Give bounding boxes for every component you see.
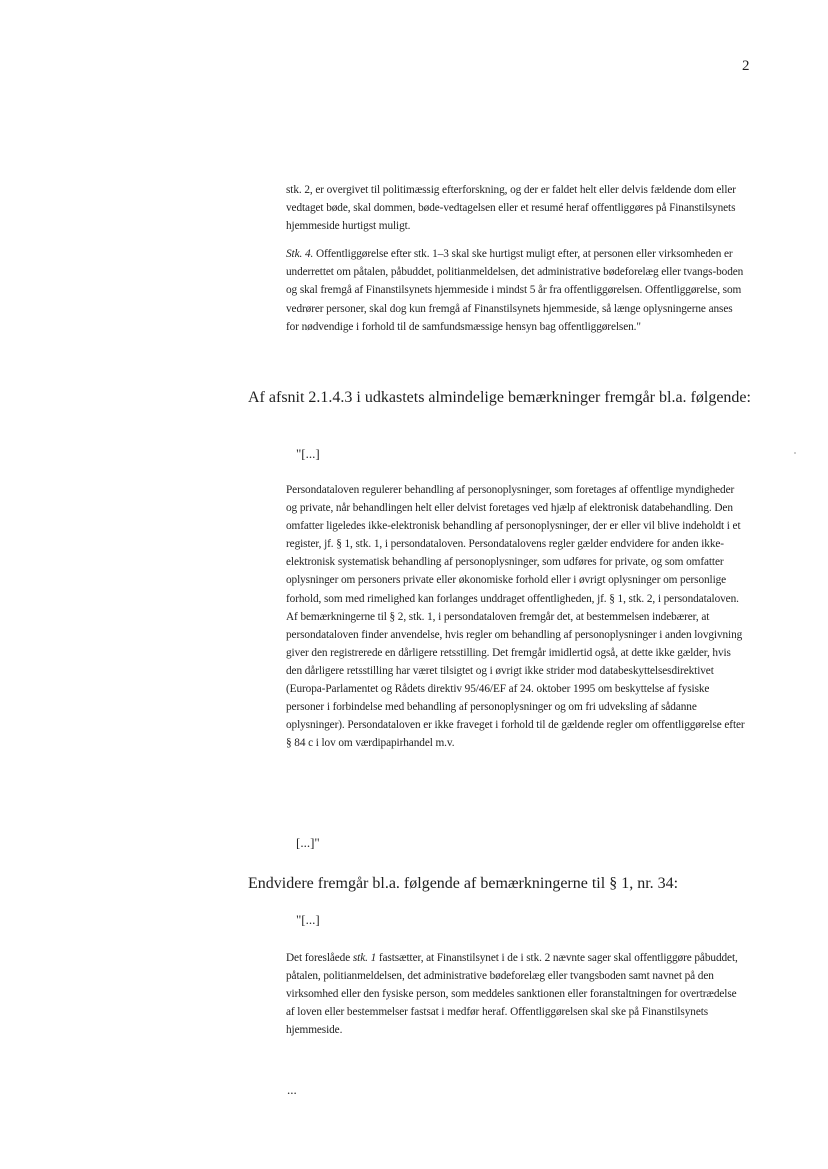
page-number: 2 <box>742 58 750 74</box>
stk4-reference: Stk. 4. <box>286 248 314 261</box>
quote-block-3 <box>286 949 746 1039</box>
quote2-close-mark: [...]" <box>296 835 320 850</box>
quote1-paragraph-1: stk. 2, er overgivet til politimæssig efterforskning, og der er faldet helt eller delvis fældende dom eller vedtaget bøde, skal dommen, bøde-vedtagelsen eller et resumé heraf offentliggøres på Finanstilsynets hjemmeside hurtigst muligt. <box>286 184 736 233</box>
quote3-ellipsis: ... <box>287 1082 297 1097</box>
heading-paragraph-34: Endvidere fremgår bl.a. følgende af bemærkningerne til § 1, nr. 34: <box>248 875 679 892</box>
quote2-body: Persondataloven regulerer behandling af personoplysninger, som foretages af offentlige myndigheder og private, når behandlingen helt eller delvist foretages ved hjælp af elektronisk databehandling. Den omfatter ligeledes ikke-elektronisk behandling af personoplysninger, der er eller vil blive indeholdt i et register, jf. § 1, stk. 1, i persondataloven. Persondatalovens regler gælder endvidere for anden ikke-elektronisk systematisk behandling af personoplysninger, som udføres for private, og som omfatter oplysninger om personers private eller økonomiske forhold eller i øvrigt oplysninger om personlige forhold, som med rimelighed kan forlanges unddraget offentligheden, jf. § 1, stk. 2, i persondataloven. Af bemærkningerne til § 2, stk. 1, i persondataloven fremgår det, at bestemmelsen indebærer, at persondataloven finder anvendelse, hvis regler om behandling af personoplysninger i anden lovgivning giver den registrerede en dårligere retsstilling. Det fremgår imidlertid også, at dette ikke gælder, hvis den dårligere retsstilling har været tilsigtet og i øvrigt ikke strider mod databeskyttelsesdirektivet (Europa-Parlamentet og Rådets direktiv 95/46/EF af 24. oktober 1995 om beskyttelse af fysiske personer i forbindelse med behandling af personoplysninger og om fri udveksling af sådanne oplysninger). Persondataloven er ikke fraveget i forhold til de gældende regler om offentliggørelse efter § 84 c i lov om værdipapirhandel m.v. <box>286 484 745 750</box>
quote-block-2 <box>286 481 746 752</box>
scan-speck <box>794 452 796 454</box>
quote3-open-mark: "[...] <box>296 912 320 927</box>
quote1-paragraph-2 <box>286 245 746 335</box>
quote3-body <box>286 949 746 1039</box>
quote2-open-mark: "[...] <box>296 446 320 461</box>
quote-block-1 <box>286 181 746 336</box>
stk1-reference: stk. 1 <box>352 952 377 964</box>
heading-section-2143: Af afsnit 2.1.4.3 i udkastets almindelige bemærkninger fremgår bl.a. følgende: <box>248 389 751 406</box>
quote3-body-pre: Det foreslåede <box>286 952 353 964</box>
quote1-paragraph-2-text: Offentliggørelse efter stk. 1–3 skal ske hurtigst muligt efter, at personen eller virksomheden er underrettet om påtalen, påbuddet, politianmeldelsen, det administrative bødeforelæg eller tvangs-boden og skal fremgå af Finanstilsynets hjemmeside i mindst 5 år fra offentliggørelsen. Offentliggørelse, som vedrører personer, skal dog kun fremgå af Finanstilsynets hjemmeside, så længe oplysningerne anses for nødvendige i forhold til de samfundsmæssige hensyn bag offentliggørelsen." <box>286 248 744 333</box>
quote3-body-text: fastsætter, at Finanstilsynet i de i stk. 2 nævnte sager skal offentliggøre påbuddet, påtalen, politianmeldelsen, det administrative bødeforelæg eller tvangsboden samt navnet på den virksomhed eller den fysiske person, som meddeles sanktionen eller foranstaltningen for overtrædelse af loven eller bestemmelser fastsat i medfør heraf. Offentliggørelsen skal ske på Finanstilsynets hjemmeside. <box>286 952 738 1037</box>
